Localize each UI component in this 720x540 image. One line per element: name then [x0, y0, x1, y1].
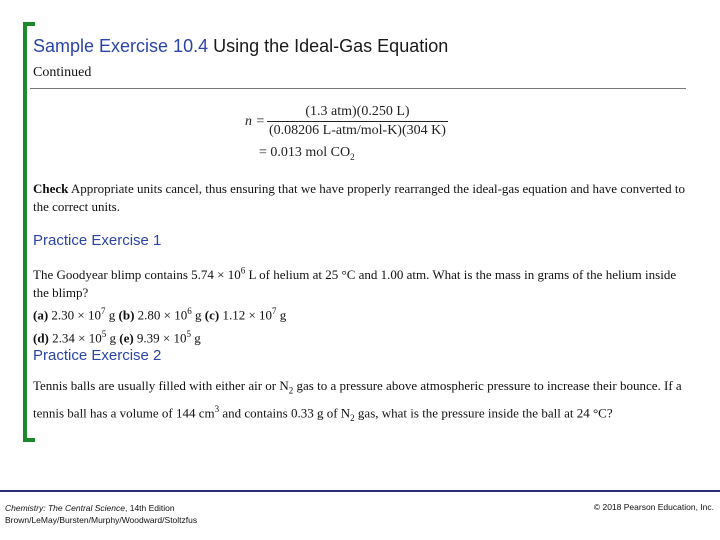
- practice-exercise-1-heading: Practice Exercise 1: [33, 232, 162, 249]
- pe2-text-4: gas, what is the pressure inside the ball at 24 °C?: [354, 404, 613, 420]
- slide-title-text: Using the Ideal-Gas Equation: [208, 36, 449, 56]
- pe1-question: [33, 267, 676, 300]
- pe2-sup: 3: [214, 403, 220, 414]
- pe1-option-c-unit: g: [276, 307, 287, 323]
- pe1-option-b-sup: 6: [187, 306, 192, 317]
- pe1-option-a-label: (a): [33, 307, 49, 323]
- ideal-gas-equation: [245, 104, 448, 162]
- pe2-text-3: and contains 0.33 g of N: [219, 404, 351, 420]
- pe1-option-b-unit: g: [191, 307, 205, 323]
- pe1-q1-sup: 6: [240, 266, 246, 276]
- check-label: Check: [33, 181, 69, 196]
- pe1-option-b: 2.80 × 10: [134, 307, 188, 323]
- footer-citation: [5, 502, 197, 526]
- footer-divider: [0, 490, 720, 492]
- pe1-option-d-unit: g: [106, 329, 120, 345]
- pe1-option-d: 2.34 × 10: [48, 329, 102, 345]
- footer-book-title: Chemistry: The Central Science: [5, 503, 125, 513]
- check-text: Appropriate units cancel, thus ensuring that we have properly rearranged the ideal-gas equation and have converted to the correct units.: [33, 181, 685, 214]
- equation-result: [245, 145, 448, 162]
- footer-book-edition: , 14th Edition: [125, 503, 175, 513]
- pe1-option-c-sup: 7: [272, 306, 277, 317]
- pe2-text-1: Tennis balls are usually filled with either air or N: [33, 378, 289, 393]
- equation-lhs: n =: [245, 113, 265, 129]
- pe1-option-e-label: (e): [119, 329, 134, 345]
- pe1-option-c: 1.12 × 10: [219, 307, 273, 323]
- equation-denominator: (0.08206 L-atm/mol-K)(304 K): [269, 123, 446, 138]
- pe1-option-e-unit: g: [191, 329, 201, 345]
- pe2-sub-2: 2: [350, 412, 355, 423]
- footer-copyright: © 2018 Pearson Education, Inc.: [593, 502, 714, 512]
- slide-title: [33, 36, 448, 57]
- pe1-q1: The Goodyear blimp contains 5.74 × 10: [33, 267, 241, 283]
- divider: [30, 88, 686, 89]
- equation-result-text: = 0.013 mol CO: [259, 145, 351, 160]
- continued-label: Continued: [33, 65, 92, 80]
- equation-result-subscript: 2: [350, 151, 355, 162]
- practice-exercise-2-heading: Practice Exercise 2: [33, 347, 162, 364]
- slide-title-number: Sample Exercise 10.4: [33, 36, 209, 56]
- footer-authors: Brown/LeMay/Bursten/Murphy/Woodward/Stoltzfus: [5, 515, 198, 525]
- accent-bar-bottom: [23, 438, 35, 442]
- accent-bar-top: [23, 22, 35, 26]
- pe1-option-e-sup: 5: [186, 328, 192, 339]
- pe1-q2: L of helium at 25 °C and 1.00 atm. What is the mass in grams of the helium inside the blimp?: [33, 267, 677, 301]
- pe2-sub-1: 2: [288, 385, 294, 396]
- pe2-text-2: gas to a pressure above atmospheric pressure to increase their bounce. If a tennis ball has a volume of 144 cm: [33, 378, 682, 420]
- pe1-option-a-sup: 7: [101, 306, 106, 317]
- practice-exercise-1-body: [33, 262, 693, 347]
- pe1-option-a-unit: g: [105, 307, 119, 323]
- pe1-option-d-label: (d): [33, 329, 49, 345]
- pe1-option-c-label: (c): [204, 307, 220, 323]
- pe1-option-d-sup: 5: [101, 328, 107, 339]
- accent-bar-vertical: [23, 22, 27, 442]
- equation-numerator: (1.3 atm)(0.250 L): [305, 104, 410, 119]
- pe1-option-b-label: (b): [118, 307, 135, 323]
- pe1-option-e: 9.39 × 10: [133, 329, 187, 345]
- equation-fraction: [267, 104, 448, 139]
- pe1-option-a: 2.30 × 10: [48, 307, 102, 323]
- check-paragraph: [33, 180, 693, 216]
- practice-exercise-2-body: [33, 377, 693, 427]
